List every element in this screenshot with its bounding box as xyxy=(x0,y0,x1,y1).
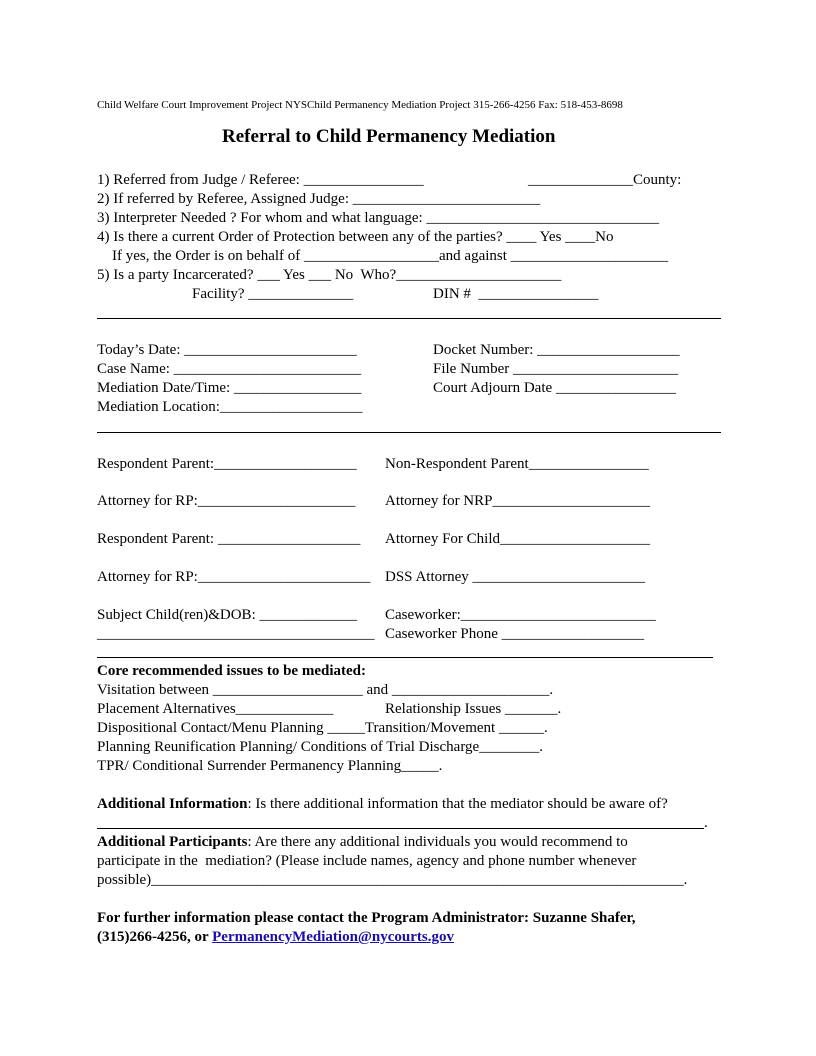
todays-date-field[interactable]: Today’s Date: _______________________ xyxy=(97,342,357,358)
section-divider xyxy=(97,318,721,319)
contact-info-line-1: For further information please contact the Program Administrator: Suzanne Shafer, xyxy=(97,910,636,926)
additional-information-text: : Is there additional information that the mediator should be aware of? xyxy=(247,796,668,812)
page-header: Child Welfare Court Improvement Project NYSChild Permanency Mediation Project 315-266-4256 Fax: 518-453-8698 xyxy=(97,99,623,111)
din-field[interactable]: DIN # ________________ xyxy=(433,286,599,302)
contact-info-line-2 xyxy=(97,928,454,947)
file-number-field[interactable]: File Number ______________________ xyxy=(433,361,678,377)
respondent-parent-2-field[interactable]: Respondent Parent: ___________________ xyxy=(97,531,361,547)
question-4-order-of-protection[interactable]: 4) Is there a current Order of Protection between any of the parties? ____ Yes ____No xyxy=(97,229,614,245)
case-name-field[interactable]: Case Name: _________________________ xyxy=(97,361,362,377)
facility-field[interactable]: Facility? ______________ xyxy=(192,286,354,302)
additional-participants-text: : Are there any additional individuals you would recommend to xyxy=(247,834,628,850)
additional-information-period: . xyxy=(704,815,708,831)
placement-alternatives-field[interactable]: Placement Alternatives_____________ xyxy=(97,701,334,717)
mediation-date-field[interactable]: Mediation Date/Time: _________________ xyxy=(97,380,362,396)
additional-participants-text-2: participate in the mediation? (Please include names, agency and phone number whenever xyxy=(97,853,637,869)
tpr-planning-field[interactable]: TPR/ Conditional Surrender Permanency Planning_____. xyxy=(97,758,443,774)
attorney-rp-field[interactable]: Attorney for RP:_____________________ xyxy=(97,493,356,509)
core-issues-heading: Core recommended issues to be mediated: xyxy=(97,663,366,679)
non-respondent-parent-field[interactable]: Non-Respondent Parent________________ xyxy=(385,456,649,472)
subject-children-extra-field[interactable]: _____________________________________ xyxy=(97,626,375,642)
question-1-referred-from[interactable]: 1) Referred from Judge / Referee: ________________ xyxy=(97,172,424,188)
respondent-parent-field[interactable]: Respondent Parent:___________________ xyxy=(97,456,357,472)
reunification-planning-field[interactable]: Planning Reunification Planning/ Conditions of Trial Discharge________. xyxy=(97,739,543,755)
question-4-order-behalf[interactable]: If yes, the Order is on behalf of __________________and against _____________________ xyxy=(112,248,669,264)
court-adjourn-date-field[interactable]: Court Adjourn Date ________________ xyxy=(433,380,676,396)
relationship-issues-field[interactable]: Relationship Issues _______. xyxy=(385,701,562,717)
attorney-rp-2-field[interactable]: Attorney for RP:_______________________ xyxy=(97,569,371,585)
subject-children-field[interactable]: Subject Child(ren)&DOB: _____________ xyxy=(97,607,357,623)
question-2-assigned-judge[interactable]: 2) If referred by Referee, Assigned Judge: _________________________ xyxy=(97,191,541,207)
dss-attorney-field[interactable]: DSS Attorney _______________________ xyxy=(385,569,646,585)
question-1-county[interactable]: ______________County: xyxy=(528,172,682,188)
section-divider xyxy=(97,657,713,658)
additional-information-prompt xyxy=(97,795,668,814)
question-5-incarcerated[interactable]: 5) Is a party Incarcerated? ___ Yes ___ No Who?______________________ xyxy=(97,267,562,283)
section-divider xyxy=(97,432,721,433)
additional-participants-prompt xyxy=(97,833,628,852)
visitation-field[interactable]: Visitation between ____________________ and _____________________. xyxy=(97,682,554,698)
page-title: Referral to Child Permanency Mediation xyxy=(222,126,556,147)
additional-participants-label: Additional Participants xyxy=(97,834,248,850)
contact-email-link[interactable]: PermanencyMediation@nycourts.gov xyxy=(212,929,454,945)
contact-phone: (315)266-4256, or xyxy=(97,929,213,945)
attorney-nrp-field[interactable]: Attorney for NRP_____________________ xyxy=(385,493,650,509)
dispositional-contact-field[interactable]: Dispositional Contact/Menu Planning _____Transition/Movement ______. xyxy=(97,720,548,736)
additional-participants-field[interactable]: possible)_______________________________________________________________________. xyxy=(97,872,688,888)
question-3-interpreter[interactable]: 3) Interpreter Needed ? For whom and what language: _______________________________ xyxy=(97,210,659,226)
additional-information-label: Additional Information xyxy=(97,796,248,812)
additional-information-line[interactable] xyxy=(97,828,704,829)
docket-number-field[interactable]: Docket Number: ___________________ xyxy=(433,342,680,358)
attorney-for-child-field[interactable]: Attorney For Child____________________ xyxy=(385,531,650,547)
caseworker-phone-field[interactable]: Caseworker Phone ___________________ xyxy=(385,626,645,642)
caseworker-field[interactable]: Caseworker:__________________________ xyxy=(385,607,656,623)
mediation-location-field[interactable]: Mediation Location:___________________ xyxy=(97,399,363,415)
